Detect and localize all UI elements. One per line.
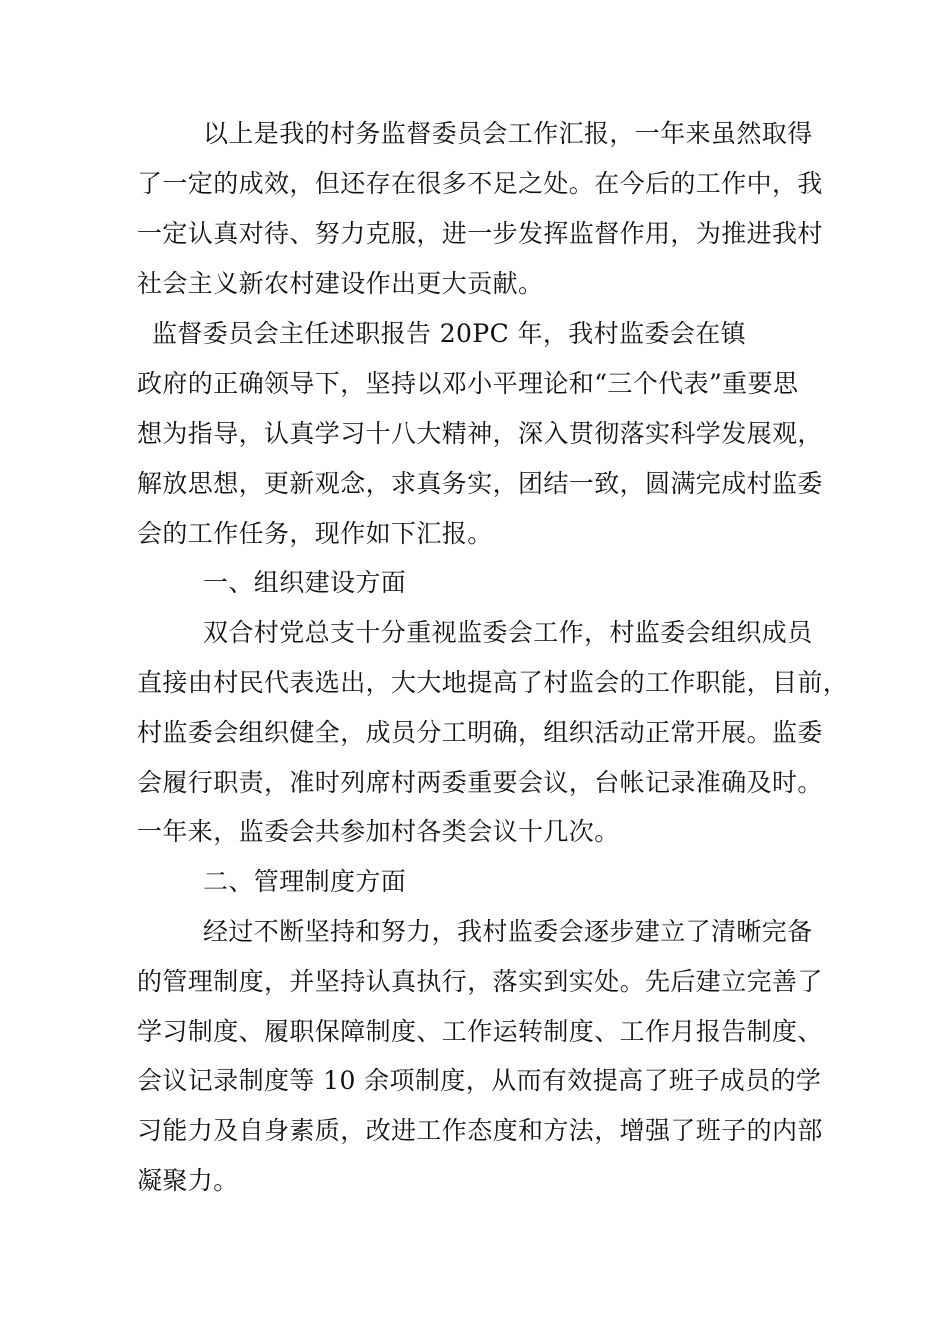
text-line-20: 会议记录制度等 10 余项制度，从而有效提高了班子成员的学 xyxy=(137,1066,822,1095)
text-line-2: 了一定的成效，但还存在很多不足之处。在今后的工作中，我 xyxy=(137,169,823,198)
text-line-5: 监督委员会主任述职报告 20PC 年，我村监委会在镇 xyxy=(152,319,747,348)
text-line-13: 村监委会组织健全，成员分工明确，组织活动正常开展。监委 xyxy=(137,718,823,747)
text-line-6: 政府的正确领导下，坚持以邓小平理论和“三个代表”重要思 xyxy=(137,369,799,398)
text-line-9: 会的工作任务，现作如下汇报。 xyxy=(137,519,493,548)
text-line-11: 双合村党总支十分重视监委会工作，村监委会组织成员 xyxy=(203,618,813,647)
text-line-3: 一定认真对待、努力克服，进一步发挥监督作用，为推进我村 xyxy=(137,219,823,248)
text-line-15: 一年来，监委会共参加村各类会议十几次。 xyxy=(137,817,620,846)
text-line-21: 习能力及自身素质，改进工作态度和方法，增强了班子的内部 xyxy=(137,1116,823,1145)
text-line-1: 以上是我的村务监督委员会工作汇报，一年来虽然取得 xyxy=(203,119,813,148)
text-line-8: 解放思想，更新观念，求真务实，团结一致，圆满完成村监委 xyxy=(137,469,823,498)
text-line-18: 的管理制度，并坚持认真执行，落实到实处。先后建立完善了 xyxy=(137,967,823,996)
section-heading-2: 二、管理制度方面 xyxy=(203,867,407,896)
text-line-7: 想为指导，认真学习十八大精神，深入贯彻落实科学发展观， xyxy=(137,419,823,448)
text-line-17: 经过不断坚持和努力，我村监委会逐步建立了清晰完备 xyxy=(203,917,813,946)
section-heading-1: 一、组织建设方面 xyxy=(203,568,407,597)
text-line-19: 学习制度、履职保障制度、工作运转制度、工作月报告制度、 xyxy=(137,1017,823,1046)
text-line-22: 凝聚力。 xyxy=(137,1166,239,1195)
text-line-14: 会履行职责，准时列席村两委重要会议，台帐记录准确及时。 xyxy=(137,768,823,797)
text-line-12: 直接由村民代表选出，大大地提高了村监会的工作职能，目前， xyxy=(137,668,849,697)
text-line-4: 社会主义新农村建设作出更大贡献。 xyxy=(137,269,544,298)
